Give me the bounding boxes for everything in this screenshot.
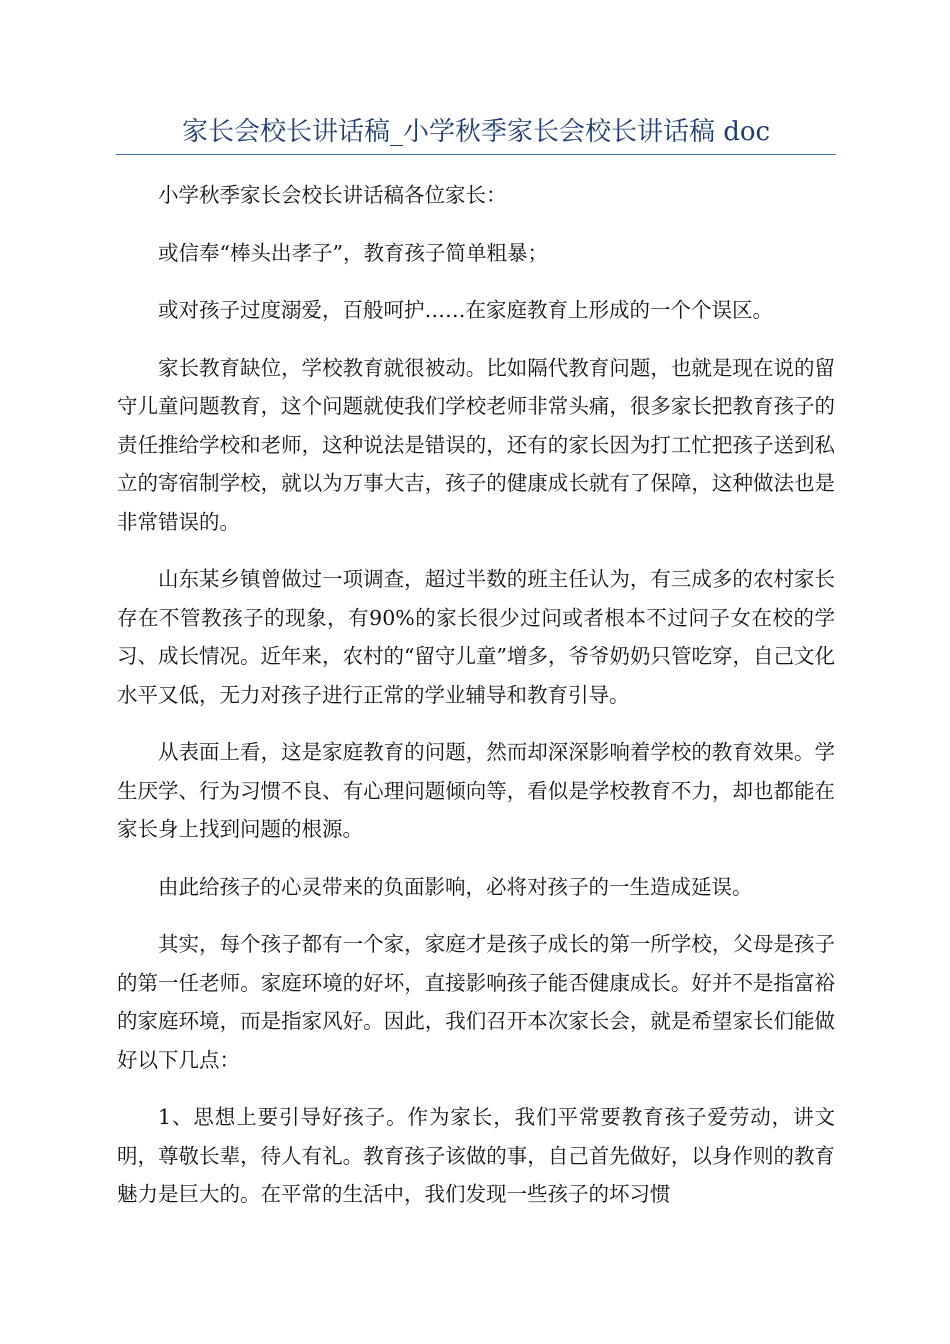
document-body bbox=[117, 176, 835, 1233]
paragraph-9: 1、思想上要引导好孩子。作为家长，我们平常要教育孩子爱劳动，讲文明，尊敬长辈，待人有礼。教育孩子该做的事，自己首先做好，以身作则的教育魅力是巨大的。在平常的生活中，我们发现一些孩子的坏习惯 bbox=[117, 1105, 835, 1206]
paragraph-5: 山东某乡镇曾做过一项调查，超过半数的班主任认为，有三成多的农村家长存在不管教孩子的现象，有90%的家长很少过问或者根本不过问子女在校的学习、成长情况。近年来，农村的“留守儿童”增多，爷爷奶奶只管吃穿，自己文化水平又低，无力对孩子进行正常的学业辅导和教育引导。 bbox=[117, 567, 835, 707]
paragraph-7: 由此给孩子的心灵带来的负面影响，必将对孩子的一生造成延误。 bbox=[158, 874, 753, 899]
paragraph-greeting: 小学秋季家长会校长讲话稿各位家长： bbox=[158, 183, 507, 207]
paragraph-2: 或信奉“棒头出孝子”，教育孩子简单粗暴； bbox=[158, 240, 548, 265]
paragraph-6: 从表面上看，这是家庭教育的问题，然而却深深影响着学校的教育效果。学生厌学、行为习惯不良、有心理问题倾向等，看似是学校教育不力，却也都能在家长身上找到问题的根源。 bbox=[117, 740, 835, 841]
title-underline bbox=[116, 154, 836, 155]
document-title: 家长会校长讲话稿_小学秋季家长会校长讲话稿 doc bbox=[181, 117, 771, 147]
paragraph-4: 家长教育缺位，学校教育就很被动。比如隔代教育问题，也就是现在说的留守儿童问题教育，这个问题就使我们学校老师非常头痛，很多家长把教育孩子的责任推给学校和老师，这种说法是错误的，还有的家长因为打工忙把孩子送到私立的寄宿制学校，就以为万事大吉，孩子的健康成长就有了保障，这种做法也是非常错误的。 bbox=[117, 355, 835, 534]
paragraph-8: 其实，每个孩子都有一个家，家庭才是孩子成长的第一所学校，父母是孩子的第一任老师。家庭环境的好坏，直接影响孩子能否健康成长。好并不是指富裕的家庭环境，而是指家风好。因此，我们召开本次家长会，就是希望家长们能做好以下几点： bbox=[117, 932, 835, 1072]
paragraph-3: 或对孩子过度溺爱，百般呵护……在家庭教育上形成的一个个误区。 bbox=[158, 298, 773, 322]
